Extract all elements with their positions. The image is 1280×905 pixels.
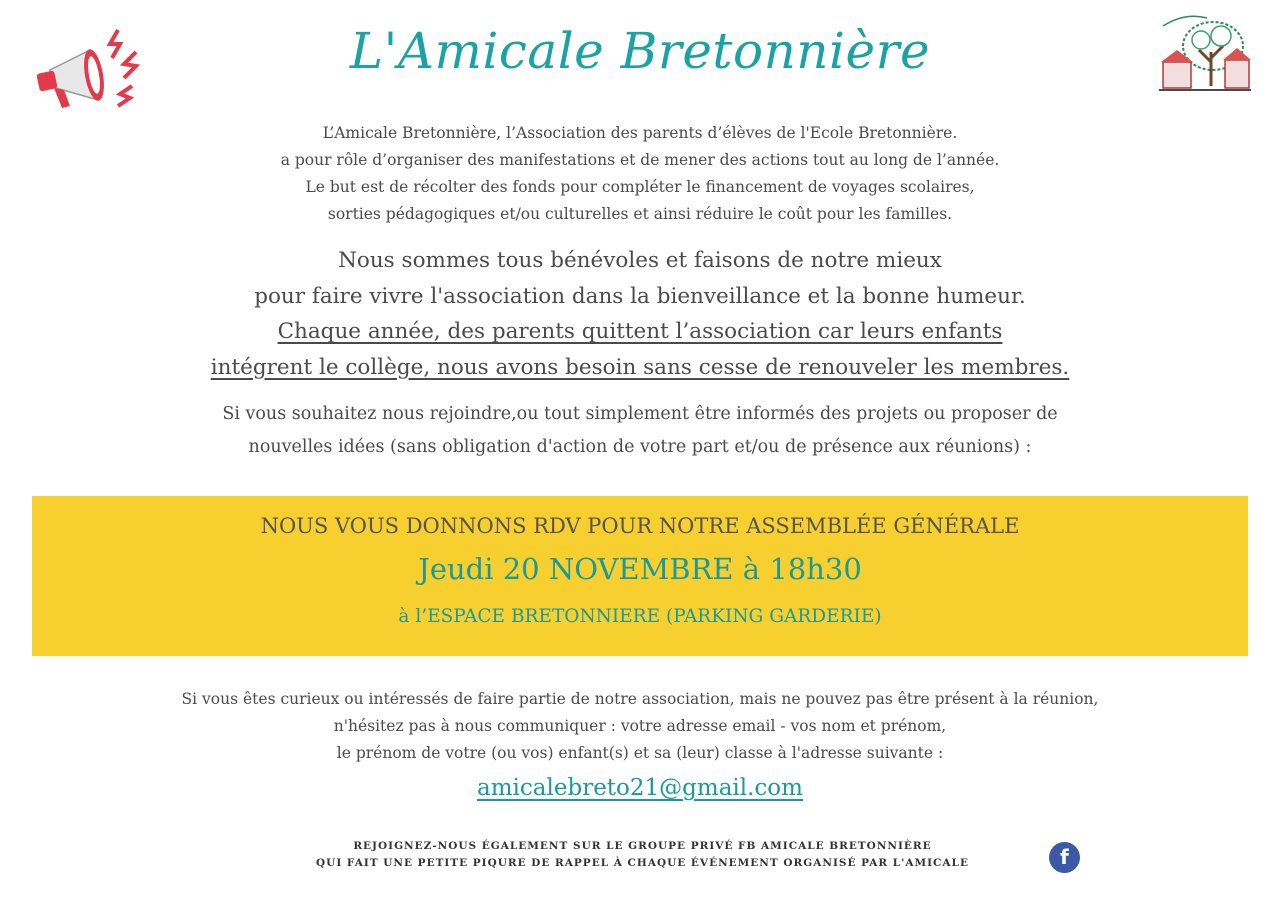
meeting-place: à l’ESPACE BRETONNIERE (PARKING GARDERIE) [398, 606, 882, 627]
facebook-notice [255, 838, 1030, 872]
facebook-icon[interactable]: f [1049, 842, 1080, 873]
meeting-date: Jeudi 20 NOVEMBRE à 18h30 [418, 552, 862, 586]
volunteers-line: Nous sommes tous bénévoles et faisons de notre mieux [338, 248, 942, 273]
contact-line: le prénom de votre (ou vos) enfant(s) et sa (leur) classe à l'adresse suivante : [336, 744, 944, 762]
join-line: Si vous souhaitez nous rejoindre,ou tout simplement être informés des projets ou proposer de [222, 404, 1058, 424]
facebook-line: REJOIGNEZ-NOUS ÉGALEMENT SUR LE GROUPE PRIVÉ FB AMICALE BRETONNIÈRE [353, 840, 932, 852]
intro-line: a pour rôle d’organiser des manifestations et de mener des actions tout au long de l’année. [280, 151, 1000, 169]
volunteers-line: pour faire vivre l'association dans la bienveillance et la bonne humeur. [254, 283, 1026, 309]
intro-line: sorties pédagogiques et/ou culturelles et ainsi réduire le coût pour les familles. [327, 205, 953, 223]
volunteers-underlined-line: intégrent le collège, nous avons besoin sans cesse de renouveler les membres. [210, 354, 1070, 380]
contact-line: n'hésitez pas à nous communiquer : votre adresse email - vos nom et prénom, [333, 717, 947, 735]
meeting-banner [32, 496, 1248, 656]
contact-paragraph [0, 686, 1280, 767]
intro-line: L’Amicale Bretonnière, l’Association des parents d’élèves de l'Ecole Bretonnière. [322, 124, 958, 142]
school-logo-icon [1155, 12, 1255, 98]
join-line: nouvelles idées (sans obligation d'action de votre part et/ou de présence aux réunions) : [248, 437, 1032, 457]
intro-line: Le but est de récolter des fonds pour compléter le financement de voyages scolaires, [305, 178, 975, 196]
intro-paragraph [0, 120, 1280, 228]
volunteers-underlined-line: Chaque année, des parents quittent l’association car leurs enfants [277, 319, 1003, 344]
contact-line: Si vous êtes curieux ou intéressés de faire partie de notre association, mais ne pouvez pas être présent à la réunion, [181, 690, 1099, 708]
join-paragraph [0, 398, 1280, 464]
facebook-line: QUI FAIT UNE PETITE PIQURE DE RAPPEL À CHAQUE ÉVÉNEMENT ORGANISÉ PAR L'AMICALE [316, 857, 969, 869]
email-link[interactable]: amicalebreto21@gmail.com [477, 775, 803, 801]
volunteers-paragraph [0, 243, 1280, 385]
meeting-heading: NOUS VOUS DONNONS RDV POUR NOTRE ASSEMBLÉE GÉNÉRALE [260, 514, 1020, 538]
page-title: L'Amicale Bretonnière [349, 22, 931, 80]
